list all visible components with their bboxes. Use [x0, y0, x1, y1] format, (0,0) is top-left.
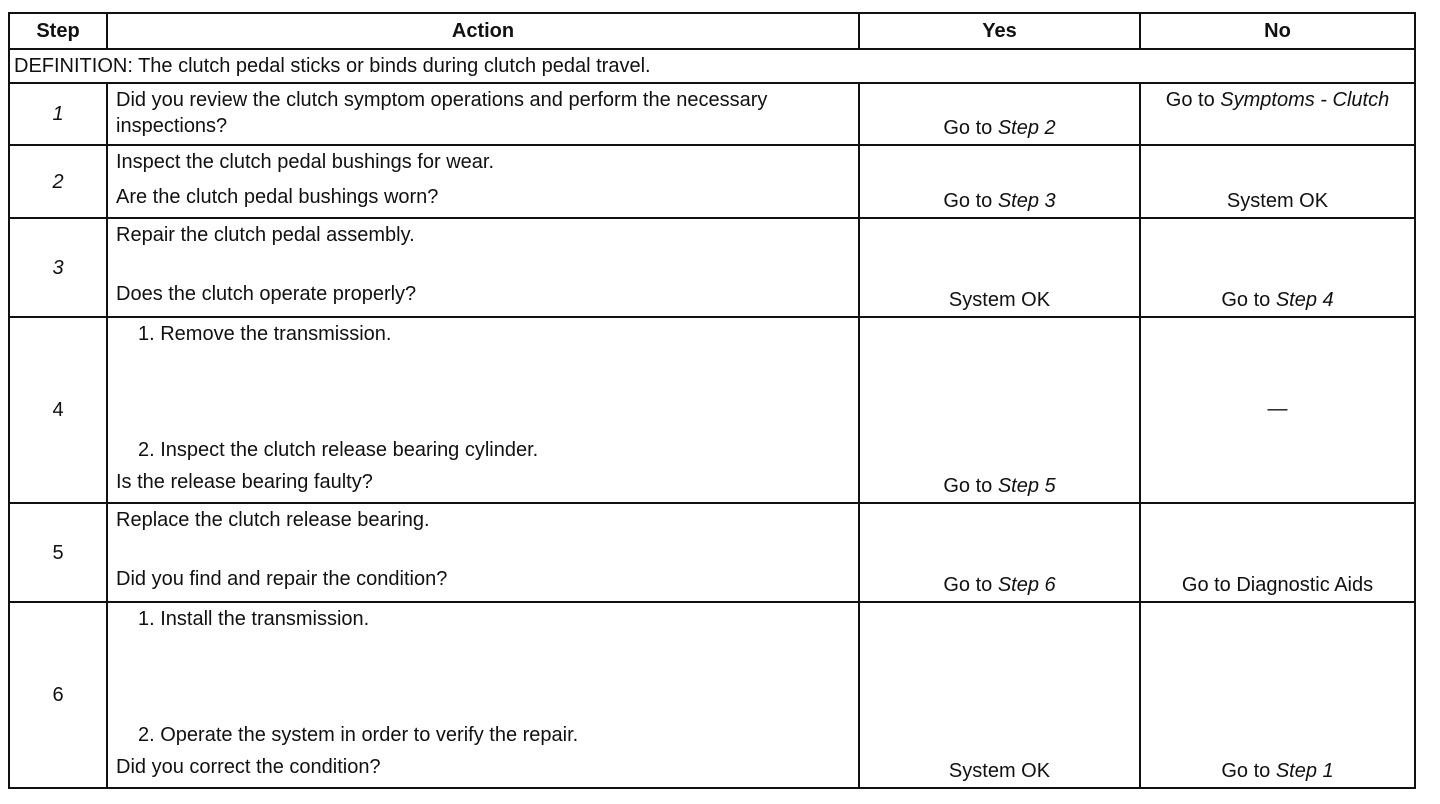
action-text: Inspect the clutch pedal bushings for wear.	[116, 151, 495, 173]
yes-prefix: Go to	[943, 574, 993, 596]
yes-prefix: Go to	[943, 190, 993, 212]
table-row	[9, 218, 1415, 317]
yes-prefix: Go to	[943, 475, 993, 497]
action-question: Are the clutch pedal bushings worn?	[116, 186, 439, 208]
header-no: No	[1140, 13, 1415, 49]
no-text[interactable]: Go to Diagnostic Aids	[1181, 574, 1374, 596]
diagnostic-table	[8, 12, 1416, 789]
header-yes: Yes	[859, 13, 1140, 49]
no-cell	[1140, 83, 1415, 145]
yes-cell	[859, 317, 1140, 503]
no-cell	[1140, 145, 1415, 218]
yes-link[interactable]: Step 3	[997, 190, 1056, 212]
action-list-item: 1. Install the transmission.	[138, 608, 370, 630]
action-question: Is the release bearing faulty?	[116, 471, 373, 493]
action-text: Did you review the clutch symptom operations and perform the necessary inspections?	[116, 89, 768, 137]
action-cell	[107, 317, 859, 503]
step-number: 2	[9, 145, 107, 218]
action-cell	[107, 218, 859, 317]
action-list-item: 2. Operate the system in order to verify the repair.	[138, 724, 579, 746]
table-row	[9, 145, 1415, 218]
yes-prefix: Go to	[943, 117, 993, 139]
no-cell	[1140, 602, 1415, 788]
header-row	[9, 13, 1415, 49]
step-number: 5	[9, 503, 107, 602]
yes-link[interactable]: Step 5	[997, 475, 1056, 497]
table-row	[9, 83, 1415, 145]
action-text: Repair the clutch pedal assembly.	[116, 224, 415, 246]
step-number: 4	[9, 317, 107, 503]
action-question: Did you correct the condition?	[116, 756, 381, 778]
action-cell	[107, 602, 859, 788]
action-list-item: 1. Remove the transmission.	[138, 323, 392, 345]
yes-link[interactable]: Step 2	[997, 117, 1056, 139]
header-step: Step	[9, 13, 107, 49]
yes-cell	[859, 218, 1140, 317]
action-cell	[107, 83, 859, 145]
step-number: 3	[9, 218, 107, 317]
yes-cell	[859, 503, 1140, 602]
no-link[interactable]: Symptoms - Clutch	[1220, 89, 1390, 111]
definition-row	[9, 49, 1415, 83]
yes-text: System OK	[948, 289, 1051, 311]
action-question: Does the clutch operate properly?	[116, 283, 417, 305]
no-text: System OK	[1226, 190, 1329, 212]
action-question: Did you find and repair the condition?	[116, 568, 448, 590]
header-action: Action	[107, 13, 859, 49]
table-row	[9, 317, 1415, 503]
diagnostic-table-container	[8, 12, 1416, 789]
action-list-item: 2. Inspect the clutch release bearing cylinder.	[138, 439, 539, 461]
no-link[interactable]: Step 1	[1275, 760, 1334, 782]
yes-cell	[859, 83, 1140, 145]
action-cell	[107, 145, 859, 218]
table-row	[9, 602, 1415, 788]
action-text: Replace the clutch release bearing.	[116, 509, 430, 531]
step-number: 6	[9, 602, 107, 788]
no-dash: —	[1267, 397, 1288, 420]
no-cell	[1140, 503, 1415, 602]
no-link[interactable]: Step 4	[1275, 289, 1334, 311]
action-cell	[107, 503, 859, 602]
yes-cell	[859, 602, 1140, 788]
no-cell	[1140, 218, 1415, 317]
definition-text: DEFINITION: The clutch pedal sticks or binds during clutch pedal travel.	[9, 49, 1415, 83]
no-prefix: Go to	[1221, 760, 1271, 782]
step-number: 1	[9, 83, 107, 145]
table-row	[9, 503, 1415, 602]
no-prefix: Go to	[1165, 89, 1215, 111]
yes-link[interactable]: Step 6	[997, 574, 1056, 596]
no-prefix: Go to	[1221, 289, 1271, 311]
yes-cell	[859, 145, 1140, 218]
no-cell	[1140, 317, 1415, 503]
yes-text: System OK	[948, 760, 1051, 782]
